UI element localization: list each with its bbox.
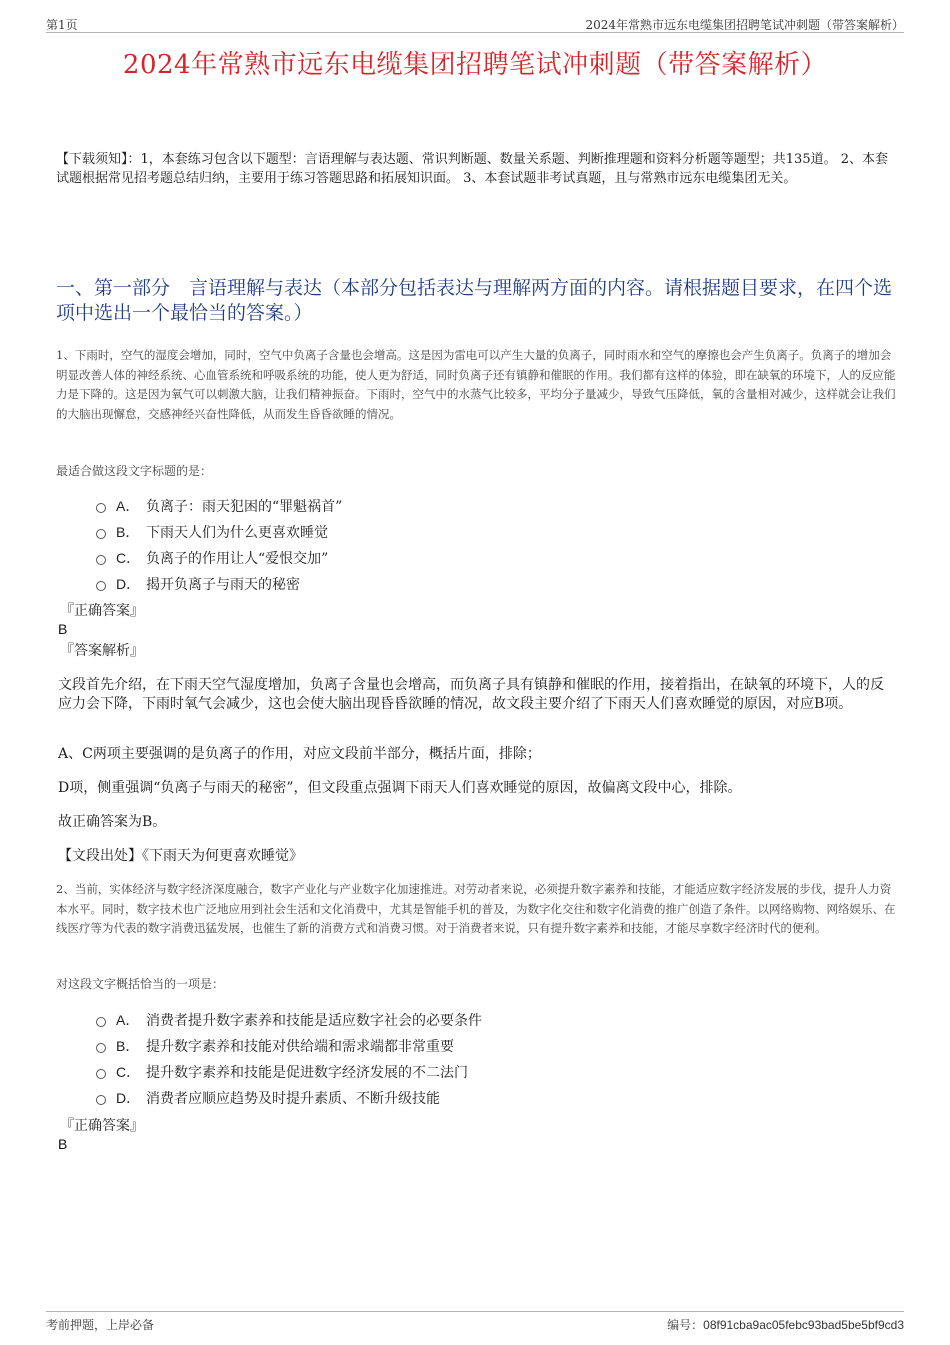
option-c[interactable]: C． 负离子的作用让人“爱恨交加” [96, 545, 342, 571]
page-footer [46, 1311, 904, 1332]
correct-answer: B [58, 621, 68, 637]
radio-icon[interactable] [96, 503, 106, 513]
question-2-prompt: 对这段文字概括恰当的一项是： [56, 977, 225, 991]
correct-answer: B [58, 1136, 68, 1152]
question-2-text: 2、当前，实体经济与数字经济深度融合，数字产业化与产业数字化加速推进。对劳动者来说，必须提升数字素养和技能，才能适应数字经济发展的步伐，提升人力资本水平。同时，数字技术也广泛地应用到社会生活和文化消费中，尤其是智能手机的普及，为数字化交往和数字化消费的推广创造了条件。以网络购物、网络娱乐、在线医疗等为代表的数字消费迅猛发展，也催生了新的消费方式和消费习惯。对于消费者来说，只有提升数字素养和技能，才能尽享数字经济时代的便利。 [56, 882, 896, 935]
download-notice: 【下载须知】：1，本套练习包含以下题型：言语理解与表达题、常识判断题、数量关系题、判断推理题和资料分析题等题型；共135道。 2、本套试题根据常见招考题总结归纳，主要用于练习答题思路和拓展知识面。 3、本套试题非考试真题，且与常熟市远东电缆集团无关。 [56, 152, 888, 186]
option-text: 负离子的作用让人“爱恨交加” [146, 551, 329, 567]
question-2-options [96, 1007, 482, 1111]
section-heading: 一、第一部分 言语理解与表达（本部分包括表达与理解两方面的内容。请根据题目要求，在四个选项中选出一个最恰当的答案。） [56, 277, 893, 324]
option-text: 揭开负离子与雨天的秘密 [146, 577, 300, 593]
option-a[interactable]: A． 消费者提升数字素养和技能是适应数字社会的必要条件 [96, 1007, 482, 1033]
page-title: 2024年常熟市远东电缆集团招聘笔试冲刺题（带答案解析） [122, 50, 828, 80]
correct-answer-label: 『正确答案』 [60, 1118, 144, 1134]
option-c[interactable]: C． 提升数字素养和技能是促进数字经济发展的不二法门 [96, 1059, 482, 1085]
question-1-options [96, 493, 342, 597]
analysis-conclusion: 故正确答案为B。 [58, 814, 167, 830]
analysis-paragraph: D项，侧重强调“负离子与雨天的秘密”，但文段重点强调下雨天人们喜欢睡觉的原因，故偏离文段中心，排除。 [58, 780, 742, 796]
option-text: 消费者提升数字素养和技能是适应数字社会的必要条件 [146, 1013, 482, 1029]
option-d[interactable]: D． 揭开负离子与雨天的秘密 [96, 571, 342, 597]
correct-answer-label: 『正确答案』 [60, 603, 144, 619]
footer-slogan: 考前押题，上岸必备 [46, 1318, 155, 1332]
page-header [46, 14, 904, 33]
radio-icon[interactable] [96, 555, 106, 565]
header-doc-title: 2024年常熟市远东电缆集团招聘笔试冲刺题（带答案解析） [585, 18, 904, 32]
option-b[interactable]: B． 下雨天人们为什么更喜欢睡觉 [96, 519, 342, 545]
radio-icon[interactable] [96, 581, 106, 591]
analysis-label: 『答案解析』 [60, 643, 144, 659]
option-text: 下雨天人们为什么更喜欢睡觉 [146, 525, 328, 541]
radio-icon[interactable] [96, 1095, 106, 1105]
radio-icon[interactable] [96, 1069, 106, 1079]
option-d[interactable]: D． 消费者应顺应趋势及时提升素质、不断升级技能 [96, 1085, 482, 1111]
option-b[interactable]: B． 提升数字素养和技能对供给端和需求端都非常重要 [96, 1033, 482, 1059]
analysis-paragraph: A、C两项主要强调的是负离子的作用，对应文段前半部分，概括片面，排除； [58, 746, 541, 762]
analysis-paragraph: 文段首先介绍，在下雨天空气湿度增加，负离子含量也会增高，而负离子具有镇静和催眠的作用，接着指出，在缺氧的环境下，人的反应力会下降，下雨时氧气会减少，这也会使大脑出现昏昏欲睡的情况，故文段主要介绍了下雨天人们喜欢睡觉的原因，对应B项。 [58, 677, 884, 712]
radio-icon[interactable] [96, 529, 106, 539]
page-number: 第1页 [46, 18, 78, 32]
radio-icon[interactable] [96, 1043, 106, 1053]
option-text: 提升数字素养和技能是促进数字经济发展的不二法门 [146, 1065, 468, 1081]
option-text: 消费者应顺应趋势及时提升素质、不断升级技能 [146, 1091, 440, 1107]
option-a[interactable]: A． 负离子：雨天犯困的“罪魁祸首” [96, 493, 342, 519]
radio-icon[interactable] [96, 1017, 106, 1027]
document-code: 08f91cba9ac05febc93bad5be5bf9cd3 [703, 1318, 904, 1332]
text-source: 【文段出处】《下雨天为何更喜欢睡觉》 [58, 848, 303, 864]
document-id: 编号：08f91cba9ac05febc93bad5be5bf9cd3 [667, 1318, 904, 1332]
option-text: 负离子：雨天犯困的“罪魁祸首” [146, 499, 343, 515]
option-text: 提升数字素养和技能对供给端和需求端都非常重要 [146, 1039, 454, 1055]
question-1-prompt: 最适合做这段文字标题的是： [56, 464, 213, 478]
question-1-text: 1、下雨时，空气的湿度会增加，同时，空气中负离子含量也会增高。这是因为雷电可以产生大量的负离子，同时雨水和空气的摩擦也会产生负离子。负离子的增加会明显改善人体的神经系统、心血管系统和呼吸系统的功能，使人更为舒适，同时负离子还有镇静和催眠的作用。我们都有这样的体验，即在缺氧的环境下，人的反应能力是下降的。这是因为氧气可以刺激大脑，让我们精神振奋。下雨时，空气中的水蒸气比较多，平均分子量减少，导致气压降低，氧的含量相对减少，这样就会让我们的大脑出现懈怠，交感神经兴奋性降低，从而发生昏昏欲睡的情况。 [56, 348, 896, 421]
